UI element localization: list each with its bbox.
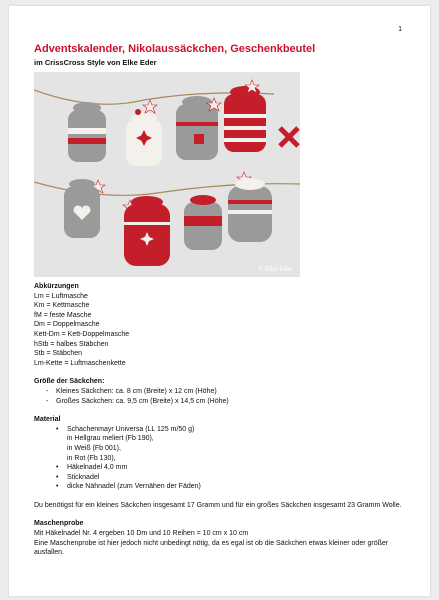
crochet-bags-illustration bbox=[34, 72, 300, 277]
material-item: • dicke Nähnadel (zum Vernähen der Fäden) bbox=[56, 482, 414, 492]
gauge-note: Eine Maschenprobe ist hier jedoch nicht unbedingt nötig, da es egal ist ob die Säckchen etwas kleiner oder größer ausfallen. bbox=[34, 539, 389, 557]
material-item: • Häkelnadel 4,0 mm bbox=[56, 463, 414, 473]
yarn-color: in Weiß (Fb 001), bbox=[67, 444, 121, 452]
abbreviation-item: fM = feste Masche bbox=[34, 311, 92, 319]
abbreviation-item: Stb = Stäbchen bbox=[34, 350, 83, 358]
gauge-heading: Maschenprobe bbox=[34, 520, 84, 528]
photo-credit: © Elke Eder bbox=[258, 266, 293, 273]
sizes-heading: Größe der Säckchen: bbox=[34, 378, 105, 386]
size-item: - Kleines Säckchen: ca. 8 cm (Breite) x 12 cm (Höhe) bbox=[46, 387, 414, 397]
abbreviations-heading: Abkürzungen bbox=[34, 283, 79, 290]
abbreviation-item: hStb = halbes Stäbchen bbox=[34, 340, 109, 348]
material-item: • Sticknadel bbox=[56, 473, 414, 483]
abbreviation-item: Km = Kettmasche bbox=[34, 302, 90, 310]
document-page bbox=[9, 6, 430, 596]
document-title: Adventskalender, Nikolaussäckchen, Geschenkbeutel bbox=[34, 43, 316, 55]
abbreviation-item: Lm-Kette = Luftmaschenkette bbox=[34, 359, 126, 367]
document-body bbox=[34, 282, 414, 558]
page-number: 1 bbox=[398, 26, 402, 33]
product-photo bbox=[34, 72, 300, 277]
material-list bbox=[34, 425, 414, 492]
material-item-yarn bbox=[56, 425, 414, 463]
yarn-color: in Rot (Fb 130), bbox=[67, 454, 116, 462]
abbreviation-item: Dm = Doppelmasche bbox=[34, 321, 100, 329]
abbreviation-item: Kett-Dm = Kett-Doppelmasche bbox=[34, 330, 130, 338]
gauge-line: Mit Häkelnadel Nr. 4 ergeben 10 Dm und 10 Reihen = 10 cm x 10 cm bbox=[34, 530, 249, 538]
abbreviations-list bbox=[34, 292, 414, 369]
sizes-list bbox=[34, 387, 414, 406]
abbreviation-item: Lm = Luftmasche bbox=[34, 292, 88, 300]
document-subtitle: im CrissCross Style von Elke Eder bbox=[34, 58, 157, 67]
yarn-name: • Schachenmayr Universa (LL 125 m/50 g) bbox=[67, 425, 195, 433]
size-item: - Großes Säckchen: ca. 9,5 cm (Breite) x 14,5 cm (Höhe) bbox=[46, 397, 414, 407]
yarn-color: in Hellgrau meliert (Fb 190), bbox=[67, 435, 154, 443]
material-heading: Material bbox=[34, 416, 61, 424]
yarn-note: Du benötigst für ein kleines Säckchen insgesamt 17 Gramm und für ein großes Säckchen insgesamt 23 Gramm Wolle. bbox=[34, 501, 402, 509]
